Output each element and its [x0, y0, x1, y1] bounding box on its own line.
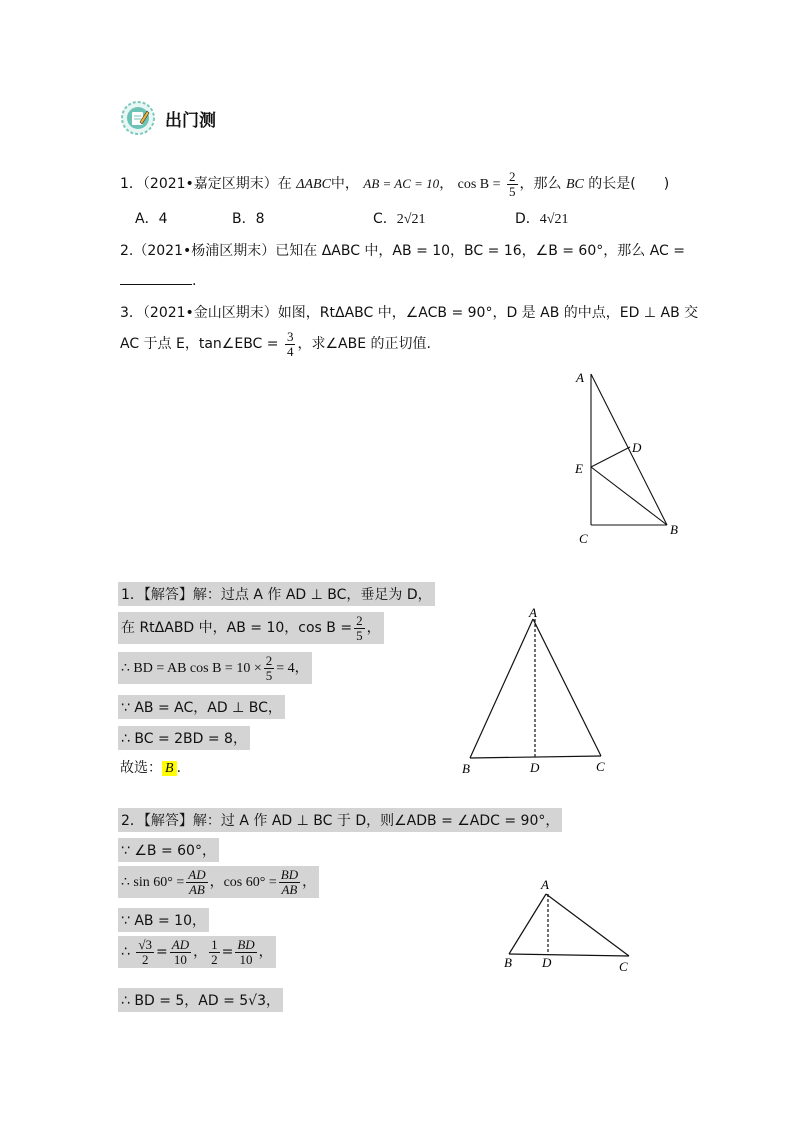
s2-line4: ∵ AB = 10，: [118, 908, 209, 932]
q3-label-e: E: [575, 461, 583, 476]
s2-line2: ∵ ∠B = 60°，: [118, 838, 219, 862]
s1-answer: B: [162, 761, 177, 776]
s1-label-d: D: [530, 760, 540, 775]
q1-option-c: C．2√21: [373, 211, 426, 227]
q3-line2: AC 于点 E，tan∠EBC = $\frac{3}{4}$ ，求∠ABE 的正切值.: [120, 329, 431, 359]
s1-label-a: A: [529, 605, 537, 620]
s1-line3: ∴ BD = AB cos B = 10 × $\frac{2}{5}$ = 4，: [118, 652, 312, 684]
s2-line6: ∴ BD = 5，AD = 5√3，: [118, 988, 283, 1012]
q1-option-a: A．4: [135, 211, 168, 227]
q3-label-b: B: [670, 522, 678, 537]
q3-label-c: C: [579, 531, 588, 546]
s2-label-a: A: [541, 877, 549, 892]
s2-label-b: B: [504, 955, 512, 970]
q2-stem: 2.（2021•杨浦区期末）已知在 ΔABC 中，AB = 10，BC = 16，∠B = 60°，那么 AC =: [120, 243, 685, 259]
s1-label-c: C: [596, 759, 605, 774]
q1-option-b: B．8: [232, 211, 265, 227]
q3-label-d: D: [632, 440, 642, 455]
s2-figure: [497, 874, 642, 974]
s2-label-c: C: [619, 959, 628, 974]
s2-line1: 2．【解答】解：过 A 作 AD ⊥ BC 于 D，则∠ADB = ∠ADC = 90°，: [118, 808, 562, 832]
q1-fraction: $\frac{2}{5}$: [509, 169, 516, 199]
s1-line2: 在 RtΔABD 中，AB = 10，cos B = $\frac{2}{5}$ ，: [118, 612, 384, 644]
s2-line5: ∴ $\frac{√3}{2}$ = $\frac{AD}{10}$ ， $\frac{1}{2}$ = $\frac{BD}{10}$ ，: [118, 936, 276, 968]
q3-label-a: A: [576, 370, 584, 385]
s1-line6: 故选： B .: [120, 760, 182, 776]
s2-label-d: D: [542, 955, 552, 970]
q3-line1: 3．（2021•金山区期末）如图，RtΔABC 中，∠ACB = 90°，D 是 AB 的中点，ED ⊥ AB 交: [120, 305, 699, 321]
s1-label-b: B: [462, 761, 470, 776]
s1-figure: [455, 605, 620, 780]
q1-stem: 1．（2021•嘉定区期末）在 ΔABC中， AB = AC = 10， cos B = $\frac{2}{5}$ ，那么 BC 的长是( ): [120, 169, 670, 199]
s1-line5: ∴ BC = 2BD = 8，: [118, 726, 250, 750]
section-title: 出门测: [165, 111, 216, 131]
pencil-note-icon: [120, 100, 156, 136]
q2-answer-blank: .: [120, 270, 196, 289]
q3-figure: [570, 360, 690, 555]
section-icon: [120, 100, 156, 136]
s1-line1: 1．【解答】解：过点 A 作 AD ⊥ BC，垂足为 D，: [118, 582, 435, 606]
s1-line4: ∵ AB = AC，AD ⊥ BC，: [118, 695, 285, 719]
s2-line3: ∴ sin 60° = $\frac{AD}{AB}$ ，cos 60° = $\frac{BD}{AB}$ ，: [118, 866, 319, 898]
q1-option-d: D．4√21: [515, 211, 569, 227]
